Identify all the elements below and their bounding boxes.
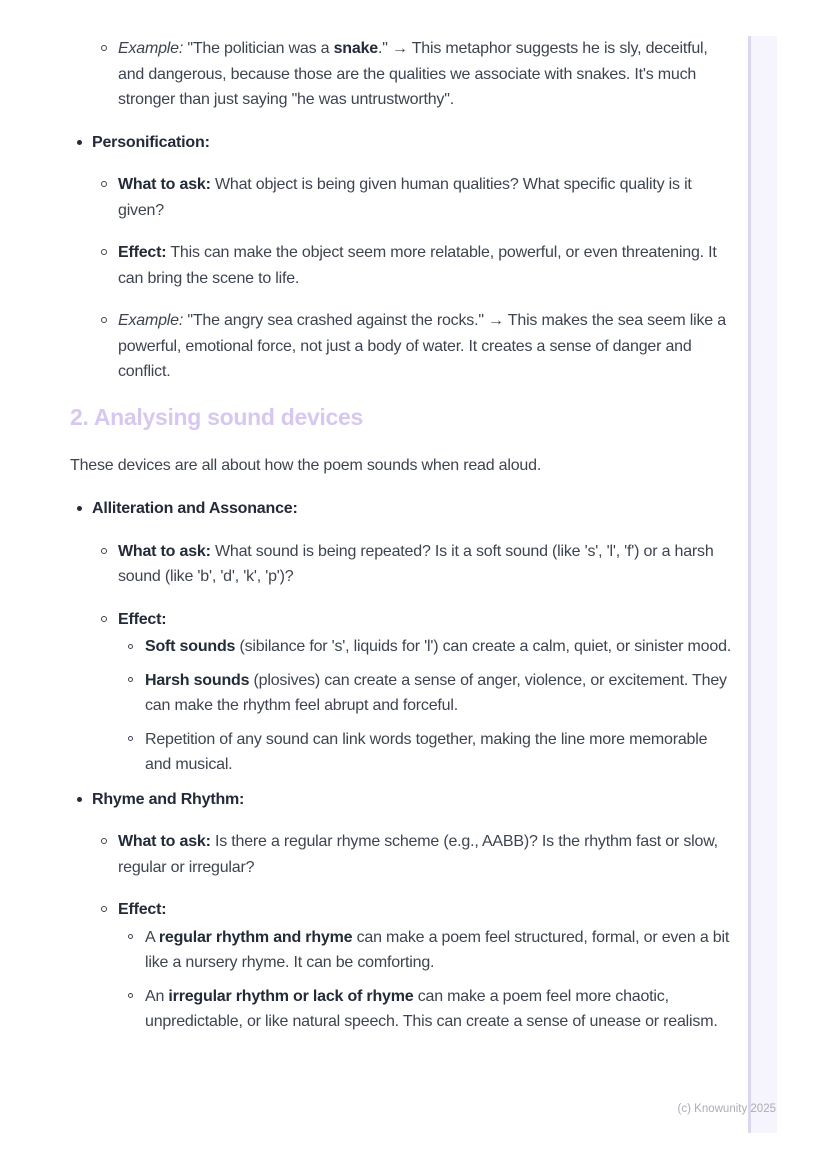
list-item (70, 539, 733, 590)
list-item (70, 240, 733, 291)
bullet-circle-icon (128, 736, 133, 741)
text-run: can make a poem feel more chaotic, unpredictable, or like natural speech. This can create a sense of unease or realism. (145, 987, 718, 1030)
list-item (70, 36, 733, 113)
text-run: "The politician was a (183, 40, 334, 57)
text-run: What sound is being repeated? Is it a soft sound (like 's', 'l', 'f') or a harsh sound (like 'b', 'd', 'k', 'p')? (118, 542, 714, 585)
list-item (70, 634, 733, 660)
text-run: Example: (118, 40, 184, 57)
text-run: Example: (118, 312, 184, 329)
text-run: What to ask: (118, 176, 211, 193)
scrollbar-track[interactable] (748, 36, 777, 1133)
text-run: What to ask: (118, 542, 211, 560)
text-run: Effect: (118, 244, 167, 261)
text-run: ." → This metaphor suggests he is sly, deceitful, and dangerous, because those are the qualities we associate with snakes. It's much stronger than just saying "he was untrustworthy". (118, 40, 708, 108)
section-heading: 2. Analysing sound devices (70, 403, 363, 430)
list-item (70, 925, 733, 976)
bullet-circle-icon (128, 993, 133, 998)
bullet-disc-icon (77, 140, 82, 145)
copyright-footer: (c) Knowunity 2025 (677, 1103, 776, 1115)
text-run: Personification: (92, 133, 210, 151)
text-run: irregular rhythm or lack of rhyme (168, 987, 414, 1005)
bullet-circle-icon (101, 838, 107, 844)
text-run: "The angry sea crashed against the rocks." → This makes the sea seem like a powerful, emotional force, not just a body of water. It creates a sense of danger and conflict. (118, 312, 726, 380)
text-run: What to ask: (118, 833, 211, 850)
bullet-circle-icon (101, 616, 107, 622)
text-run: snake (333, 40, 378, 57)
bullet-circle-icon (101, 906, 107, 912)
paragraph (70, 453, 733, 479)
bullet-circle-icon (128, 677, 133, 682)
list-item (70, 496, 733, 522)
list-item (70, 897, 733, 923)
bullet-disc-icon (77, 797, 82, 802)
text-run: A (145, 928, 159, 946)
list-item (70, 829, 733, 880)
bullet-circle-icon (128, 934, 133, 939)
list-item (70, 668, 733, 719)
bullet-circle-icon (101, 45, 107, 51)
text-run: Is there a regular rhyme scheme (e.g., AABB)? Is the rhythm fast or slow, regular or irregular? (118, 833, 718, 876)
list-item (70, 787, 733, 813)
text-run: regular rhythm and rhyme (158, 928, 353, 946)
bullet-circle-icon (101, 181, 107, 187)
text-run: This can make the object seem more relatable, powerful, or even threatening. It can bring the scene to life. (118, 244, 717, 287)
list-item (70, 607, 733, 633)
text-run: An (145, 987, 169, 1005)
text-run: What object is being given human qualities? What specific quality is it given? (118, 176, 692, 219)
text-run: Effect: (118, 610, 167, 628)
text-run: Effect: (118, 901, 167, 918)
text-run: These devices are all about how the poem sounds when read aloud. (70, 456, 542, 474)
list-item (70, 130, 733, 156)
text-run: (sibilance for 's', liquids for 'l') can create a calm, quiet, or sinister mood. (235, 638, 732, 655)
text-run: Alliteration and Assonance: (92, 500, 298, 517)
text-run: Repetition of any sound can link words together, making the line more memorable and musical. (145, 730, 708, 773)
text-run: Rhyme and Rhythm: (92, 790, 245, 808)
bullet-disc-icon (77, 506, 82, 511)
text-run: (plosives) can create a sense of anger, violence, or excitement. They can make the rhythm feel abrupt and forceful. (145, 671, 727, 714)
text-run: Soft sounds (145, 638, 236, 655)
bullet-circle-icon (101, 249, 107, 255)
list-item (70, 727, 733, 778)
bullet-circle-icon (101, 317, 107, 323)
list-item (70, 308, 733, 385)
text-run: can make a poem feel structured, formal, or even a bit like a nursery rhyme. It can be comforting. (145, 928, 730, 971)
document-content (70, 0, 733, 1043)
bullet-circle-icon (101, 548, 107, 554)
list-item (70, 984, 733, 1035)
bullet-circle-icon (128, 644, 133, 649)
list-item (70, 172, 733, 223)
text-run: Harsh sounds (145, 671, 250, 689)
